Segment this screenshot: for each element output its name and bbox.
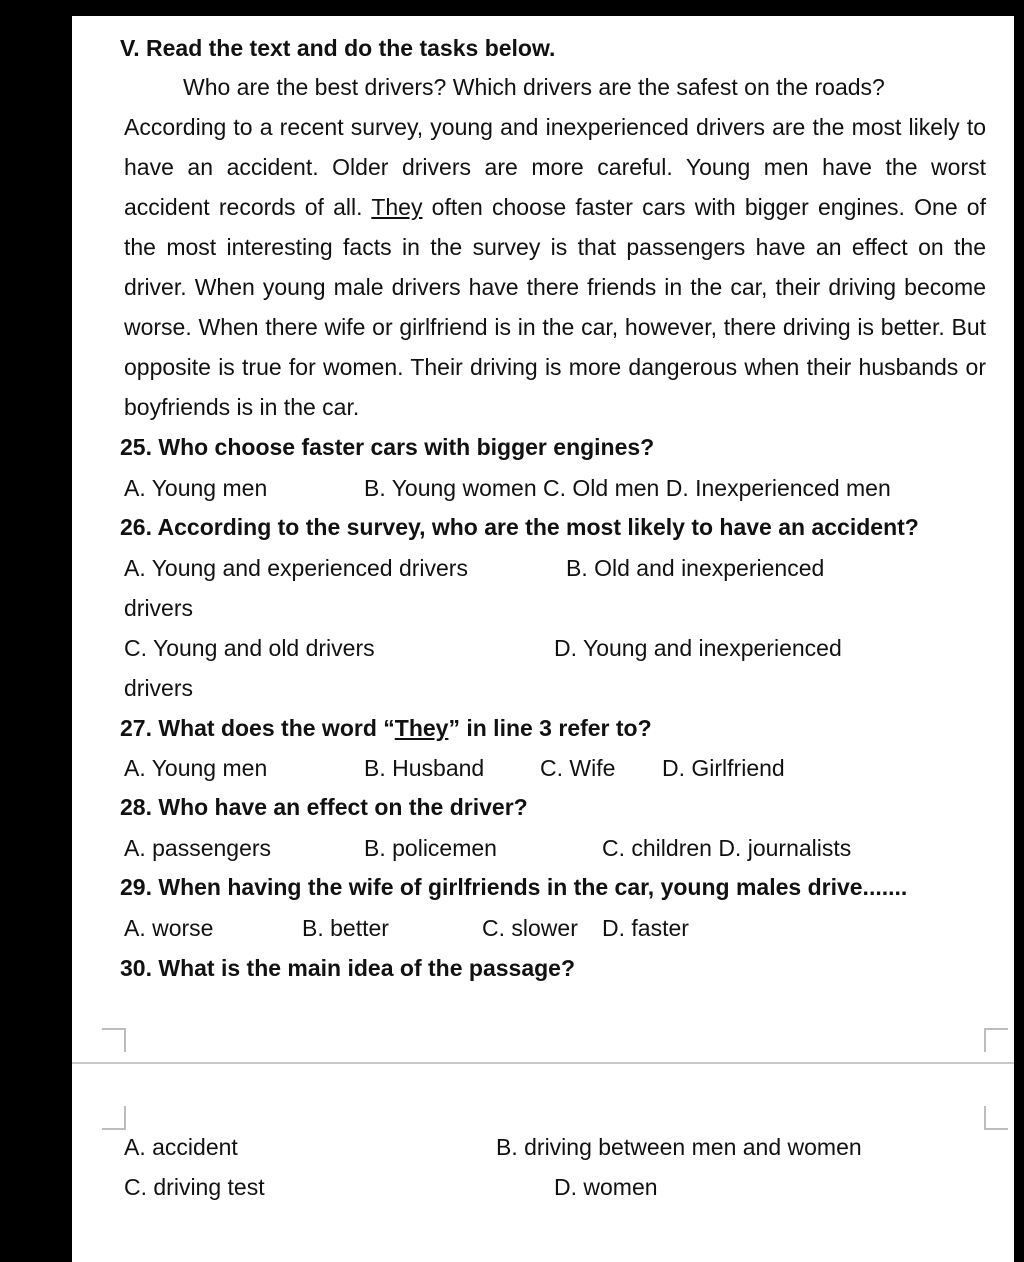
worksheet-page (72, 16, 1014, 1262)
q28-options-cd: C. children D. journalists (602, 835, 852, 861)
passage-line-4 (124, 187, 986, 227)
passage-line-7: worse. When there wife or girlfriend is in the car, however, there driving is better. But (124, 314, 986, 340)
q28-option-a: A. passengers (124, 835, 272, 861)
q27-option-d: D. Girlfriend (662, 755, 785, 781)
underlined-they: They (371, 194, 423, 220)
q26-option-d: D. Young and inexperienced (554, 635, 842, 661)
corner-mark-top-right (984, 1028, 1008, 1052)
q29-option-d: D. faster (602, 915, 689, 941)
passage-line-1: Who are the best drivers? Which drivers are the safest on the roads? (183, 74, 885, 100)
q28-option-b: B. policemen (364, 835, 497, 861)
q27-option-a: A. Young men (124, 755, 268, 781)
corner-mark-top-left (102, 1028, 126, 1052)
q27-text-end: ” in line 3 refer to? (448, 715, 652, 741)
q29-option-a: A. worse (124, 915, 214, 941)
q26-option-a: A. Young and experienced drivers (124, 555, 468, 581)
passage-line-5: the most interesting facts in the survey is that passengers have an effect on the (124, 234, 986, 260)
q30-option-c: C. driving test (124, 1174, 265, 1200)
q27-underlined-they: They (394, 715, 449, 741)
question-26: 26. According to the survey, who are the most likely to have an accident? (120, 514, 919, 540)
q26-option-b-cont: drivers (124, 595, 194, 621)
q27-text-start: 27. What does the word “ (120, 715, 395, 741)
question-28: 28. Who have an effect on the driver? (120, 794, 528, 820)
passage-line-2: According to a recent survey, young and inexperienced drivers are the most likely to (124, 114, 986, 140)
passage-line-4-end: often choose faster cars with bigger engines. One of (422, 194, 986, 220)
section-title: V. Read the text and do the tasks below. (120, 35, 556, 61)
question-25: 25. Who choose faster cars with bigger engines? (120, 434, 655, 460)
q27-option-b: B. Husband (364, 755, 485, 781)
passage-line-9: boyfriends is in the car. (124, 394, 360, 420)
q26-option-b: B. Old and inexperienced (566, 555, 825, 581)
question-27 (120, 714, 652, 742)
q25-options-bcd: B. Young women C. Old men D. Inexperienced men (364, 475, 891, 501)
page-break-line (72, 1062, 1014, 1064)
passage-body (124, 107, 986, 427)
q30-option-a: A. accident (124, 1134, 238, 1160)
question-29: 29. When having the wife of girlfriends in the car, young males drive....... (120, 874, 908, 900)
passage-line-3: have an accident. Older drivers are more careful. Young men have the worst (124, 154, 986, 180)
passage-line-6: driver. When young male drivers have there friends in the car, their driving become (124, 274, 986, 300)
passage-line-4-start: accident records of all. (124, 194, 372, 220)
q26-option-c: C. Young and old drivers (124, 635, 375, 661)
q27-option-c: C. Wife (540, 755, 616, 781)
corner-mark-bottom-right (984, 1106, 1008, 1130)
question-30: 30. What is the main idea of the passage? (120, 955, 576, 981)
q29-option-b: B. better (302, 915, 389, 941)
passage-line-8: opposite is true for women. Their driving is more dangerous when their husbands or (124, 354, 986, 380)
q26-option-d-cont: drivers (124, 675, 194, 701)
q29-option-c: C. slower (482, 915, 578, 941)
q25-option-a: A. Young men (124, 475, 268, 501)
q30-option-d: D. women (554, 1174, 658, 1200)
corner-mark-bottom-left (102, 1106, 126, 1130)
q30-option-b: B. driving between men and women (496, 1134, 862, 1160)
